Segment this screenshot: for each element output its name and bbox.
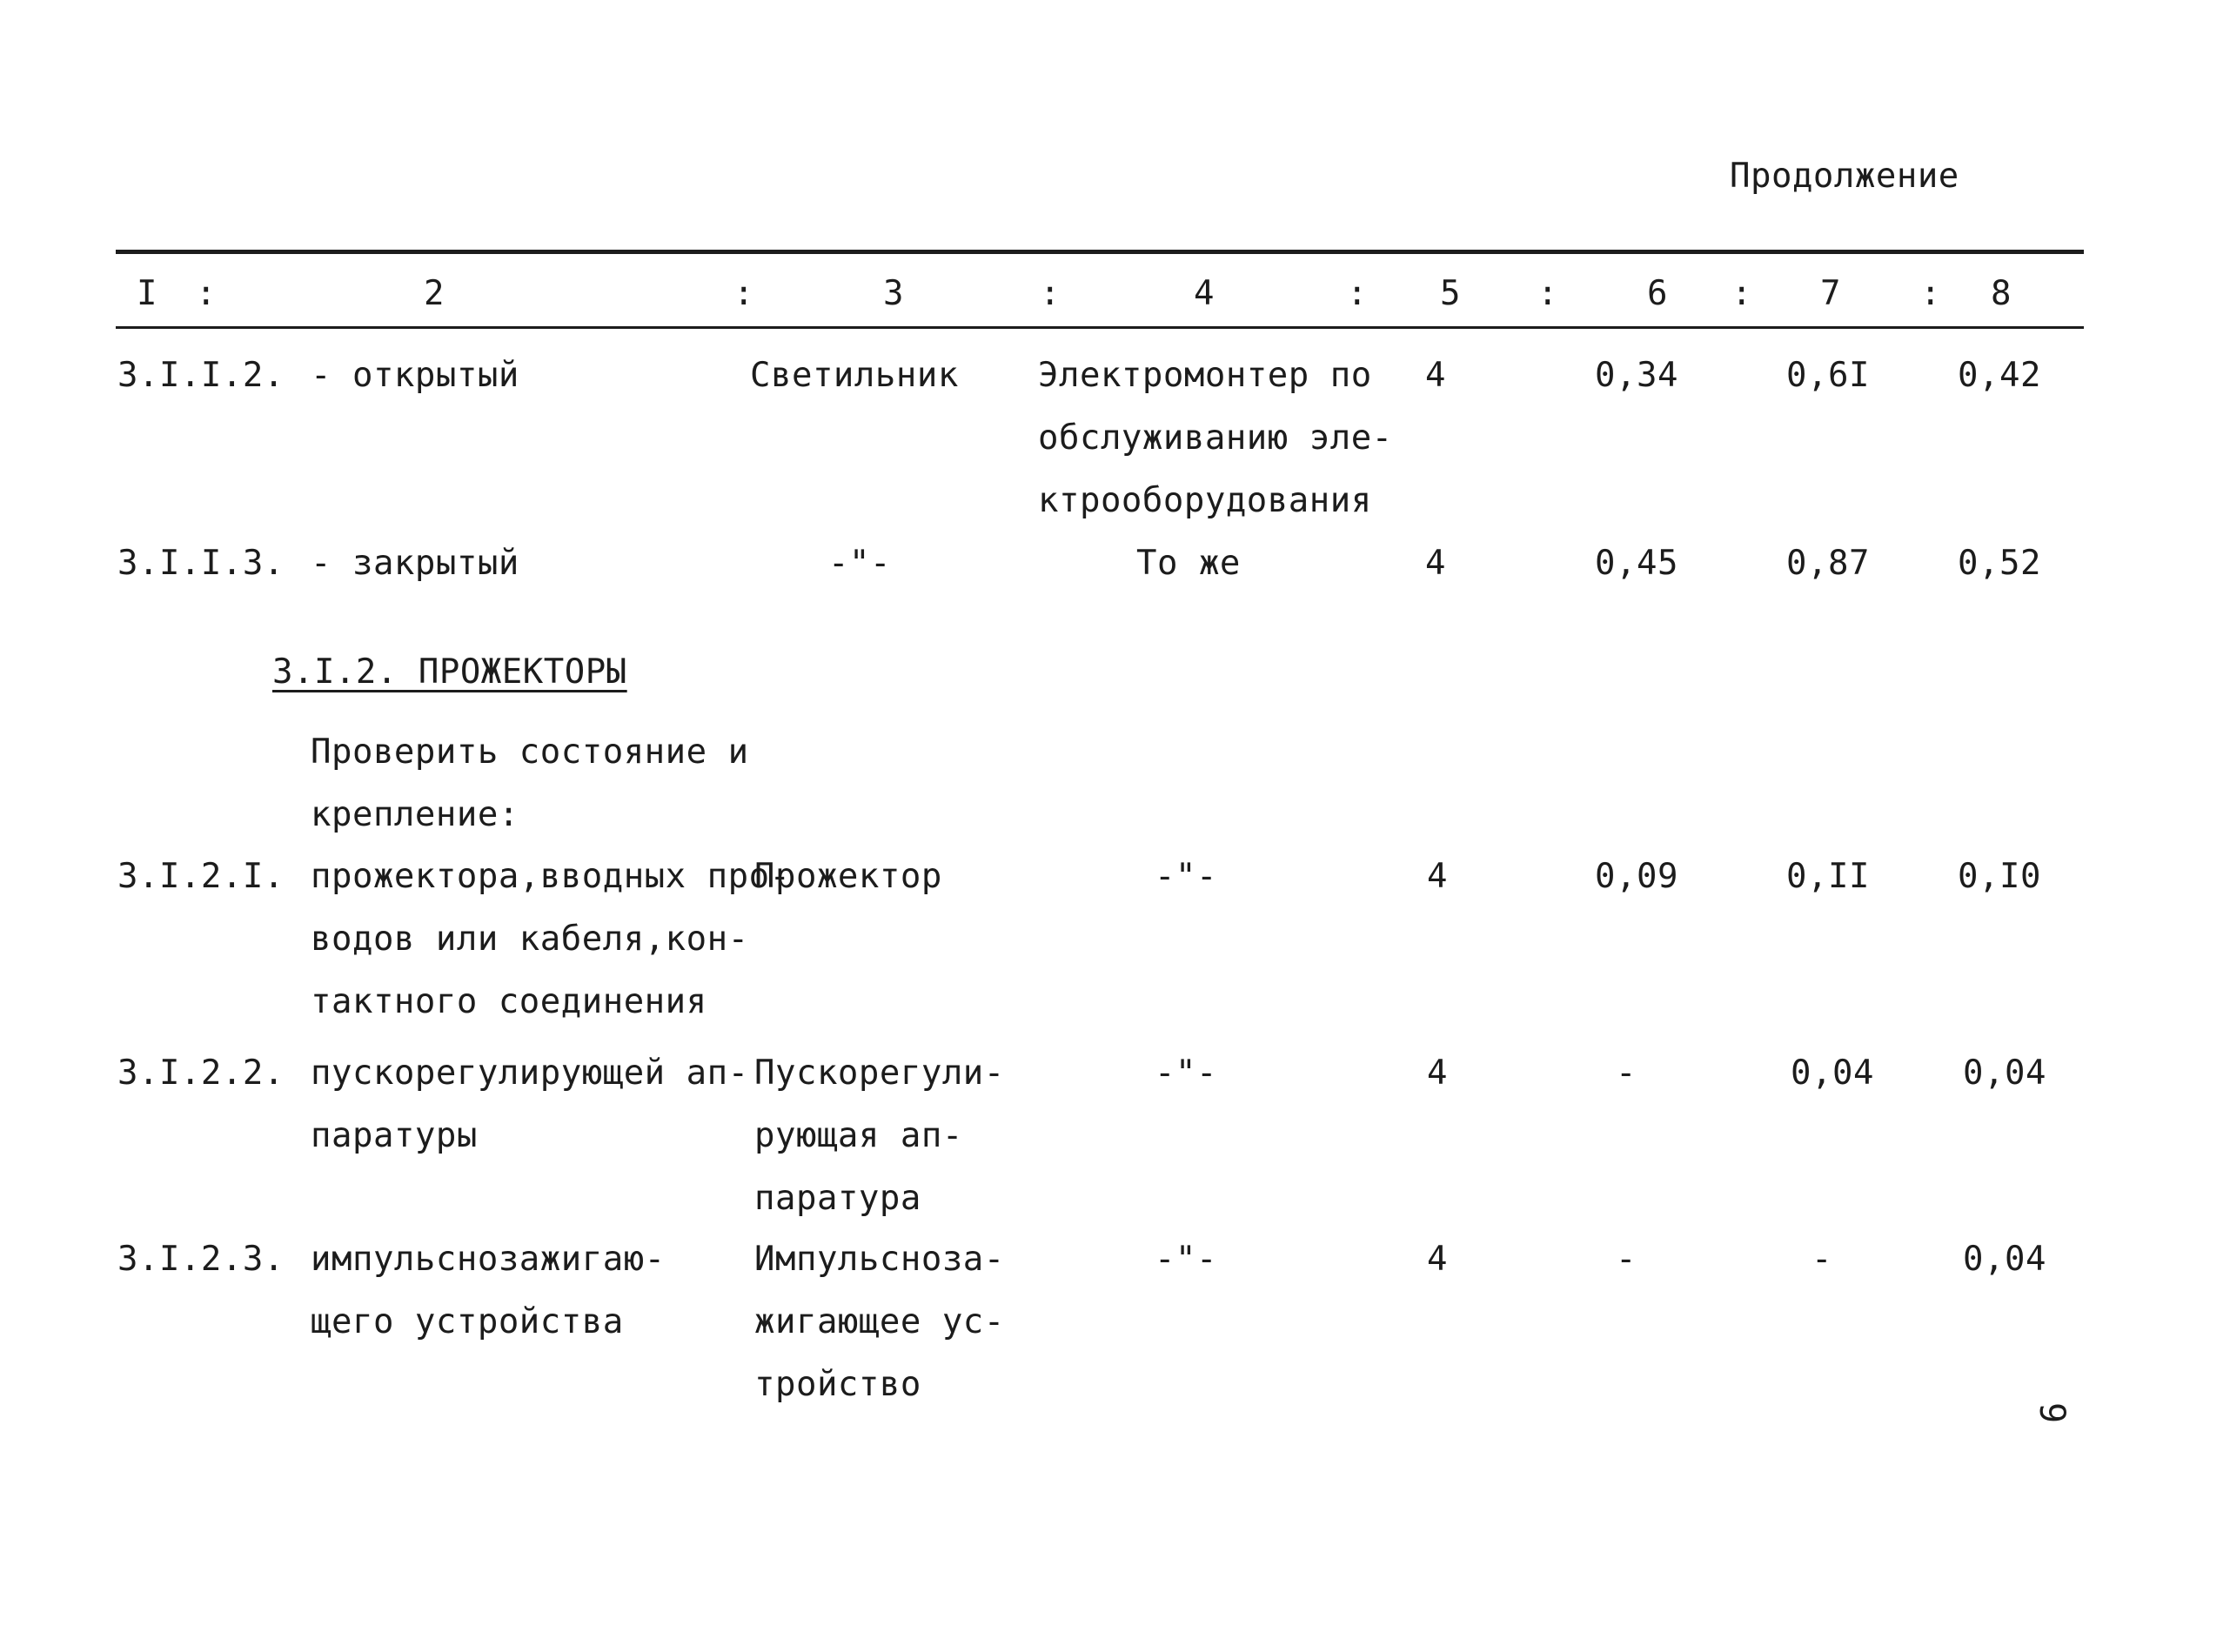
row-object: Светильник [750,356,959,395]
row-name: - открытый [311,356,519,395]
row-performer: ктрооборудования [1038,481,1372,520]
row-number: 3.I.2.2. [117,1053,285,1093]
header-col-1: I [137,274,157,313]
row-number: 3.I.I.2. [117,356,285,395]
header-col-8: 8 [1991,274,2012,313]
table-header-rule [116,326,2084,329]
header-col-7: 7 [1820,274,1841,313]
row-object: Пускорегули- [754,1053,1005,1093]
row-object: жигающее ус- [754,1302,1005,1341]
row-col-5: 4 [1425,544,1446,583]
row-performer: -"- [1155,1053,1217,1093]
section-intro: крепление: [311,795,519,834]
row-object: Прожектор [754,857,942,896]
row-name: прожектора,вводных про- [311,857,791,896]
row-performer: -"- [1155,1240,1217,1279]
row-col-8: 0,42 [1958,356,2041,395]
row-object: рующая ап- [754,1116,963,1155]
row-col-5: 4 [1427,1240,1448,1279]
header-separator: : [733,274,754,313]
row-name: водов или кабеля,кон- [311,920,749,959]
header-separator: : [1920,274,1941,313]
row-col-8: 0,52 [1958,544,2041,583]
header-col-4: 4 [1194,274,1215,313]
row-object: -"- [828,544,891,583]
row-col-5: 4 [1425,356,1446,395]
row-name: щего устройства [311,1302,624,1341]
header-col-6: 6 [1647,274,1668,313]
row-col-7: 0,04 [1791,1053,1874,1093]
row-col-6: - [1616,1053,1637,1093]
page-number: 9 [2032,1402,2072,1424]
continuation-label: Продолжение [1730,157,1959,196]
row-col-7: 0,87 [1786,544,1870,583]
header-separator: : [1040,274,1061,313]
row-col-8: 0,I0 [1958,857,2041,896]
header-col-3: 3 [883,274,904,313]
header-separator: : [1347,274,1368,313]
row-name: - закрытый [311,544,519,583]
row-name: паратуры [311,1116,478,1155]
row-performer: обслуживанию эле- [1038,418,1393,458]
section-intro: Проверить состояние и [311,732,749,772]
row-col-8: 0,04 [1963,1240,2046,1279]
row-col-7: 0,II [1786,857,1870,896]
row-name: импульснозажигаю- [311,1240,666,1279]
header-col-2: 2 [424,274,445,313]
row-col-7: 0,6I [1786,356,1870,395]
row-col-7: - [1811,1240,1832,1279]
row-name: тактного соединения [311,982,707,1021]
row-number: 3.I.I.3. [117,544,285,583]
row-performer: Электромонтер по [1038,356,1372,395]
header-separator: : [1731,274,1752,313]
row-col-8: 0,04 [1963,1053,2046,1093]
row-performer: -"- [1155,857,1217,896]
row-col-5: 4 [1427,857,1448,896]
section-heading: 3.I.2. ПРОЖЕКТОРЫ [272,652,627,692]
row-object: тройство [754,1365,921,1404]
row-col-5: 4 [1427,1053,1448,1093]
table-top-rule [116,250,2084,254]
header-separator: : [196,274,217,313]
row-performer: То же [1136,544,1241,583]
row-col-6: 0,34 [1595,356,1678,395]
row-name: пускорегулирующей ап- [311,1053,749,1093]
header-separator: : [1537,274,1558,313]
row-object: паратура [754,1179,921,1218]
row-col-6: - [1616,1240,1637,1279]
row-object: Импульснoза- [754,1240,1005,1279]
row-number: 3.I.2.I. [117,857,285,896]
row-number: 3.I.2.3. [117,1240,285,1279]
row-col-6: 0,09 [1595,857,1678,896]
row-col-6: 0,45 [1595,544,1678,583]
header-col-5: 5 [1440,274,1461,313]
